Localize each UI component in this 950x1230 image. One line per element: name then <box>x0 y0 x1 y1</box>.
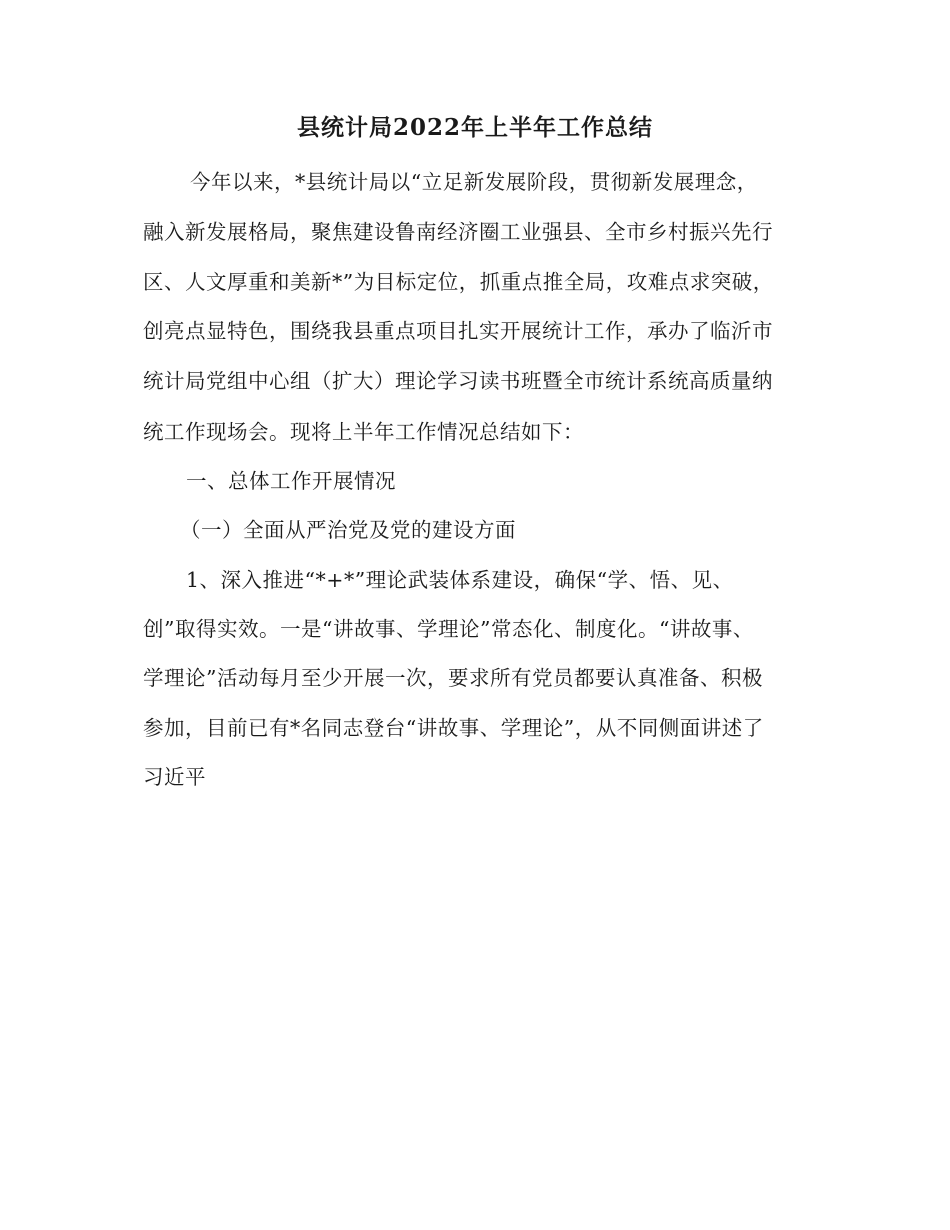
paragraph-line: 创”取得实效。一是“讲故事、学理论”常态化、制度化。“讲故事、 <box>143 617 754 641</box>
paragraph-line: 今年以来，*县统计局以“立足新发展阶段，贯彻新发展理念， <box>190 170 758 194</box>
paragraph-line: 1、深入推进“*+*”理论武装体系建设，确保“学、悟、见、 <box>186 568 734 592</box>
section-heading: 一、总体工作开展情况 <box>186 469 396 493</box>
document-title: 县统计局2022年上半年工作总结 <box>296 114 653 141</box>
paragraph-line: 创亮点显特色，围绕我县重点项目扎实开展统计工作，承办了临沂市 <box>143 319 773 343</box>
paragraph-line: 习近平 <box>143 765 206 789</box>
paragraph-line: 融入新发展格局，聚焦建设鲁南经济圈工业强县、全市乡村振兴先行 <box>143 220 773 244</box>
paragraph-line: 参加，目前已有*名同志登台“讲故事、学理论”，从不同侧面讲述了 <box>143 716 764 740</box>
paragraph-line: 学理论”活动每月至少开展一次，要求所有党员都要认真准备、积极 <box>143 666 763 690</box>
paragraph-line: 统工作现场会。现将上半年工作情况总结如下： <box>143 420 584 444</box>
paragraph-line: 统计局党组中心组（扩大）理论学习读书班暨全市统计系统高质量纳 <box>143 369 773 393</box>
subsection-heading: （一）全面从严治党及党的建设方面 <box>180 518 516 542</box>
paragraph-line: 区、人文厚重和美新*”为目标定位，抓重点推全局，攻难点求突破， <box>143 270 774 294</box>
